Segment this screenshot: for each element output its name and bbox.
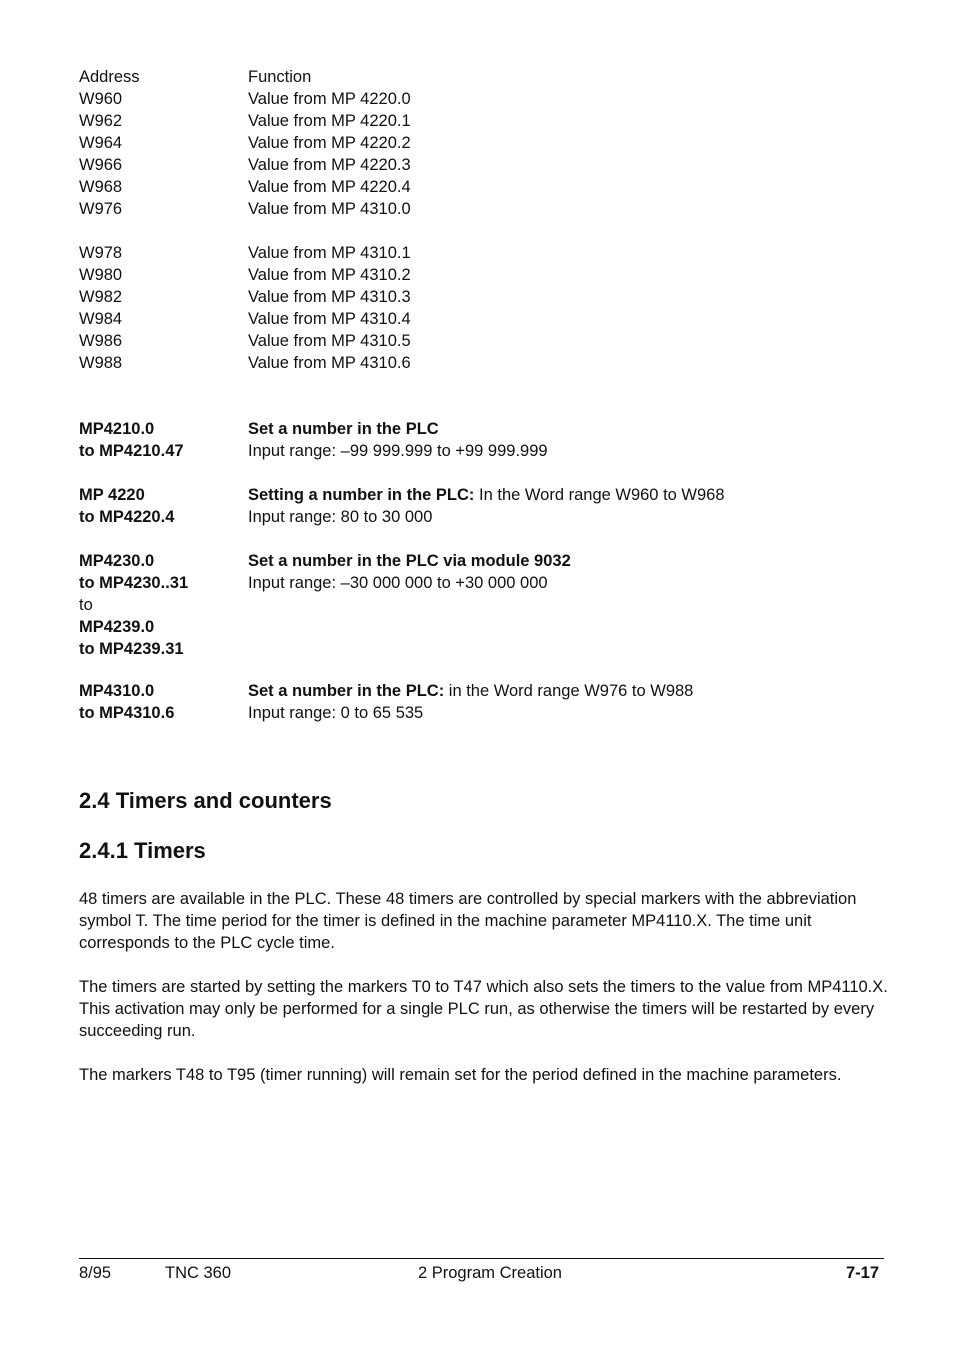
param-name: MP 4220 [79, 486, 145, 504]
address-cell: W968 [79, 178, 123, 196]
param-name: MP4239.0 [79, 618, 155, 636]
footer-page-number: 7-17 [845, 1264, 879, 1282]
function-cell: Value from MP 4220.2 [248, 134, 411, 152]
param-title: Set a number in the PLC via module 9032 [248, 552, 571, 570]
param-name: to [79, 596, 93, 614]
param-title: Set a number in the PLC: [248, 682, 445, 700]
param-title-rest: in the Word range W976 to W988 [444, 682, 694, 700]
address-cell: W960 [79, 90, 123, 108]
param-name: to MP4310.6 [79, 704, 175, 722]
param-name: to MP4210.47 [79, 442, 184, 460]
function-header: Function [248, 68, 312, 86]
address-cell: W976 [79, 200, 123, 218]
param-name: MP4310.0 [79, 682, 155, 700]
param-name: MP4210.0 [79, 420, 155, 438]
paragraph: The markers T48 to T95 (timer running) will remain set for the period defined in the machine parameters. [79, 1066, 842, 1084]
address-cell: W984 [79, 310, 123, 328]
function-cell: Value from MP 4220.4 [248, 178, 411, 196]
footer-date: 8/95 [79, 1264, 112, 1282]
section-heading: 2.4 Timers and counters [79, 788, 332, 813]
address-cell: W988 [79, 354, 123, 372]
param-name: to MP4220.4 [79, 508, 175, 526]
param-range: Input range: 0 to 65 535 [248, 704, 424, 722]
subsection-heading: 2.4.1 Timers [79, 838, 206, 863]
function-cell: Value from MP 4220.3 [248, 156, 411, 174]
param-name: to MP4239.31 [79, 640, 184, 658]
address-cell: W966 [79, 156, 123, 174]
param-title: Set a number in the PLC [248, 420, 439, 438]
param-range: Input range: –99 999.999 to +99 999.999 [248, 442, 548, 460]
footer-rule [79, 1258, 884, 1259]
address-cell: W964 [79, 134, 123, 152]
param-name: MP4230.0 [79, 552, 155, 570]
param-title-rest: In the Word range W960 to W968 [474, 486, 725, 504]
param-name: to MP4230..31 [79, 574, 189, 592]
address-header: Address [79, 68, 140, 86]
footer-chapter: 2 Program Creation [418, 1264, 562, 1282]
paragraph: 48 timers are available in the PLC. These 48 timers are controlled by special markers with the abbreviation symbol T. The time period for the timer is defined in the machine parameter MP4110.X. The time unit corresponds to the PLC cycle time. [79, 890, 857, 952]
function-cell: Value from MP 4310.6 [248, 354, 411, 372]
function-cell: Value from MP 4310.0 [248, 200, 411, 218]
function-cell: Value from MP 4310.4 [248, 310, 411, 328]
function-cell: Value from MP 4220.0 [248, 90, 411, 108]
function-cell: Value from MP 4220.1 [248, 112, 411, 130]
param-title: Setting a number in the PLC: [248, 486, 475, 504]
address-cell: W980 [79, 266, 123, 284]
param-range: Input range: –30 000 000 to +30 000 000 [248, 574, 548, 592]
address-cell: W978 [79, 244, 123, 262]
function-cell: Value from MP 4310.1 [248, 244, 411, 262]
function-cell: Value from MP 4310.3 [248, 288, 411, 306]
function-cell: Value from MP 4310.5 [248, 332, 411, 350]
address-cell: W982 [79, 288, 123, 306]
param-range: Input range: 80 to 30 000 [248, 508, 433, 526]
function-cell: Value from MP 4310.2 [248, 266, 411, 284]
paragraph: The timers are started by setting the markers T0 to T47 which also sets the timers to the value from MP4110.X. This activation may only be performed for a single PLC run, as otherwise the timers will be restarted by every succeeding run. [79, 978, 888, 1040]
address-cell: W986 [79, 332, 123, 350]
address-cell: W962 [79, 112, 123, 130]
footer-model: TNC 360 [165, 1264, 232, 1282]
